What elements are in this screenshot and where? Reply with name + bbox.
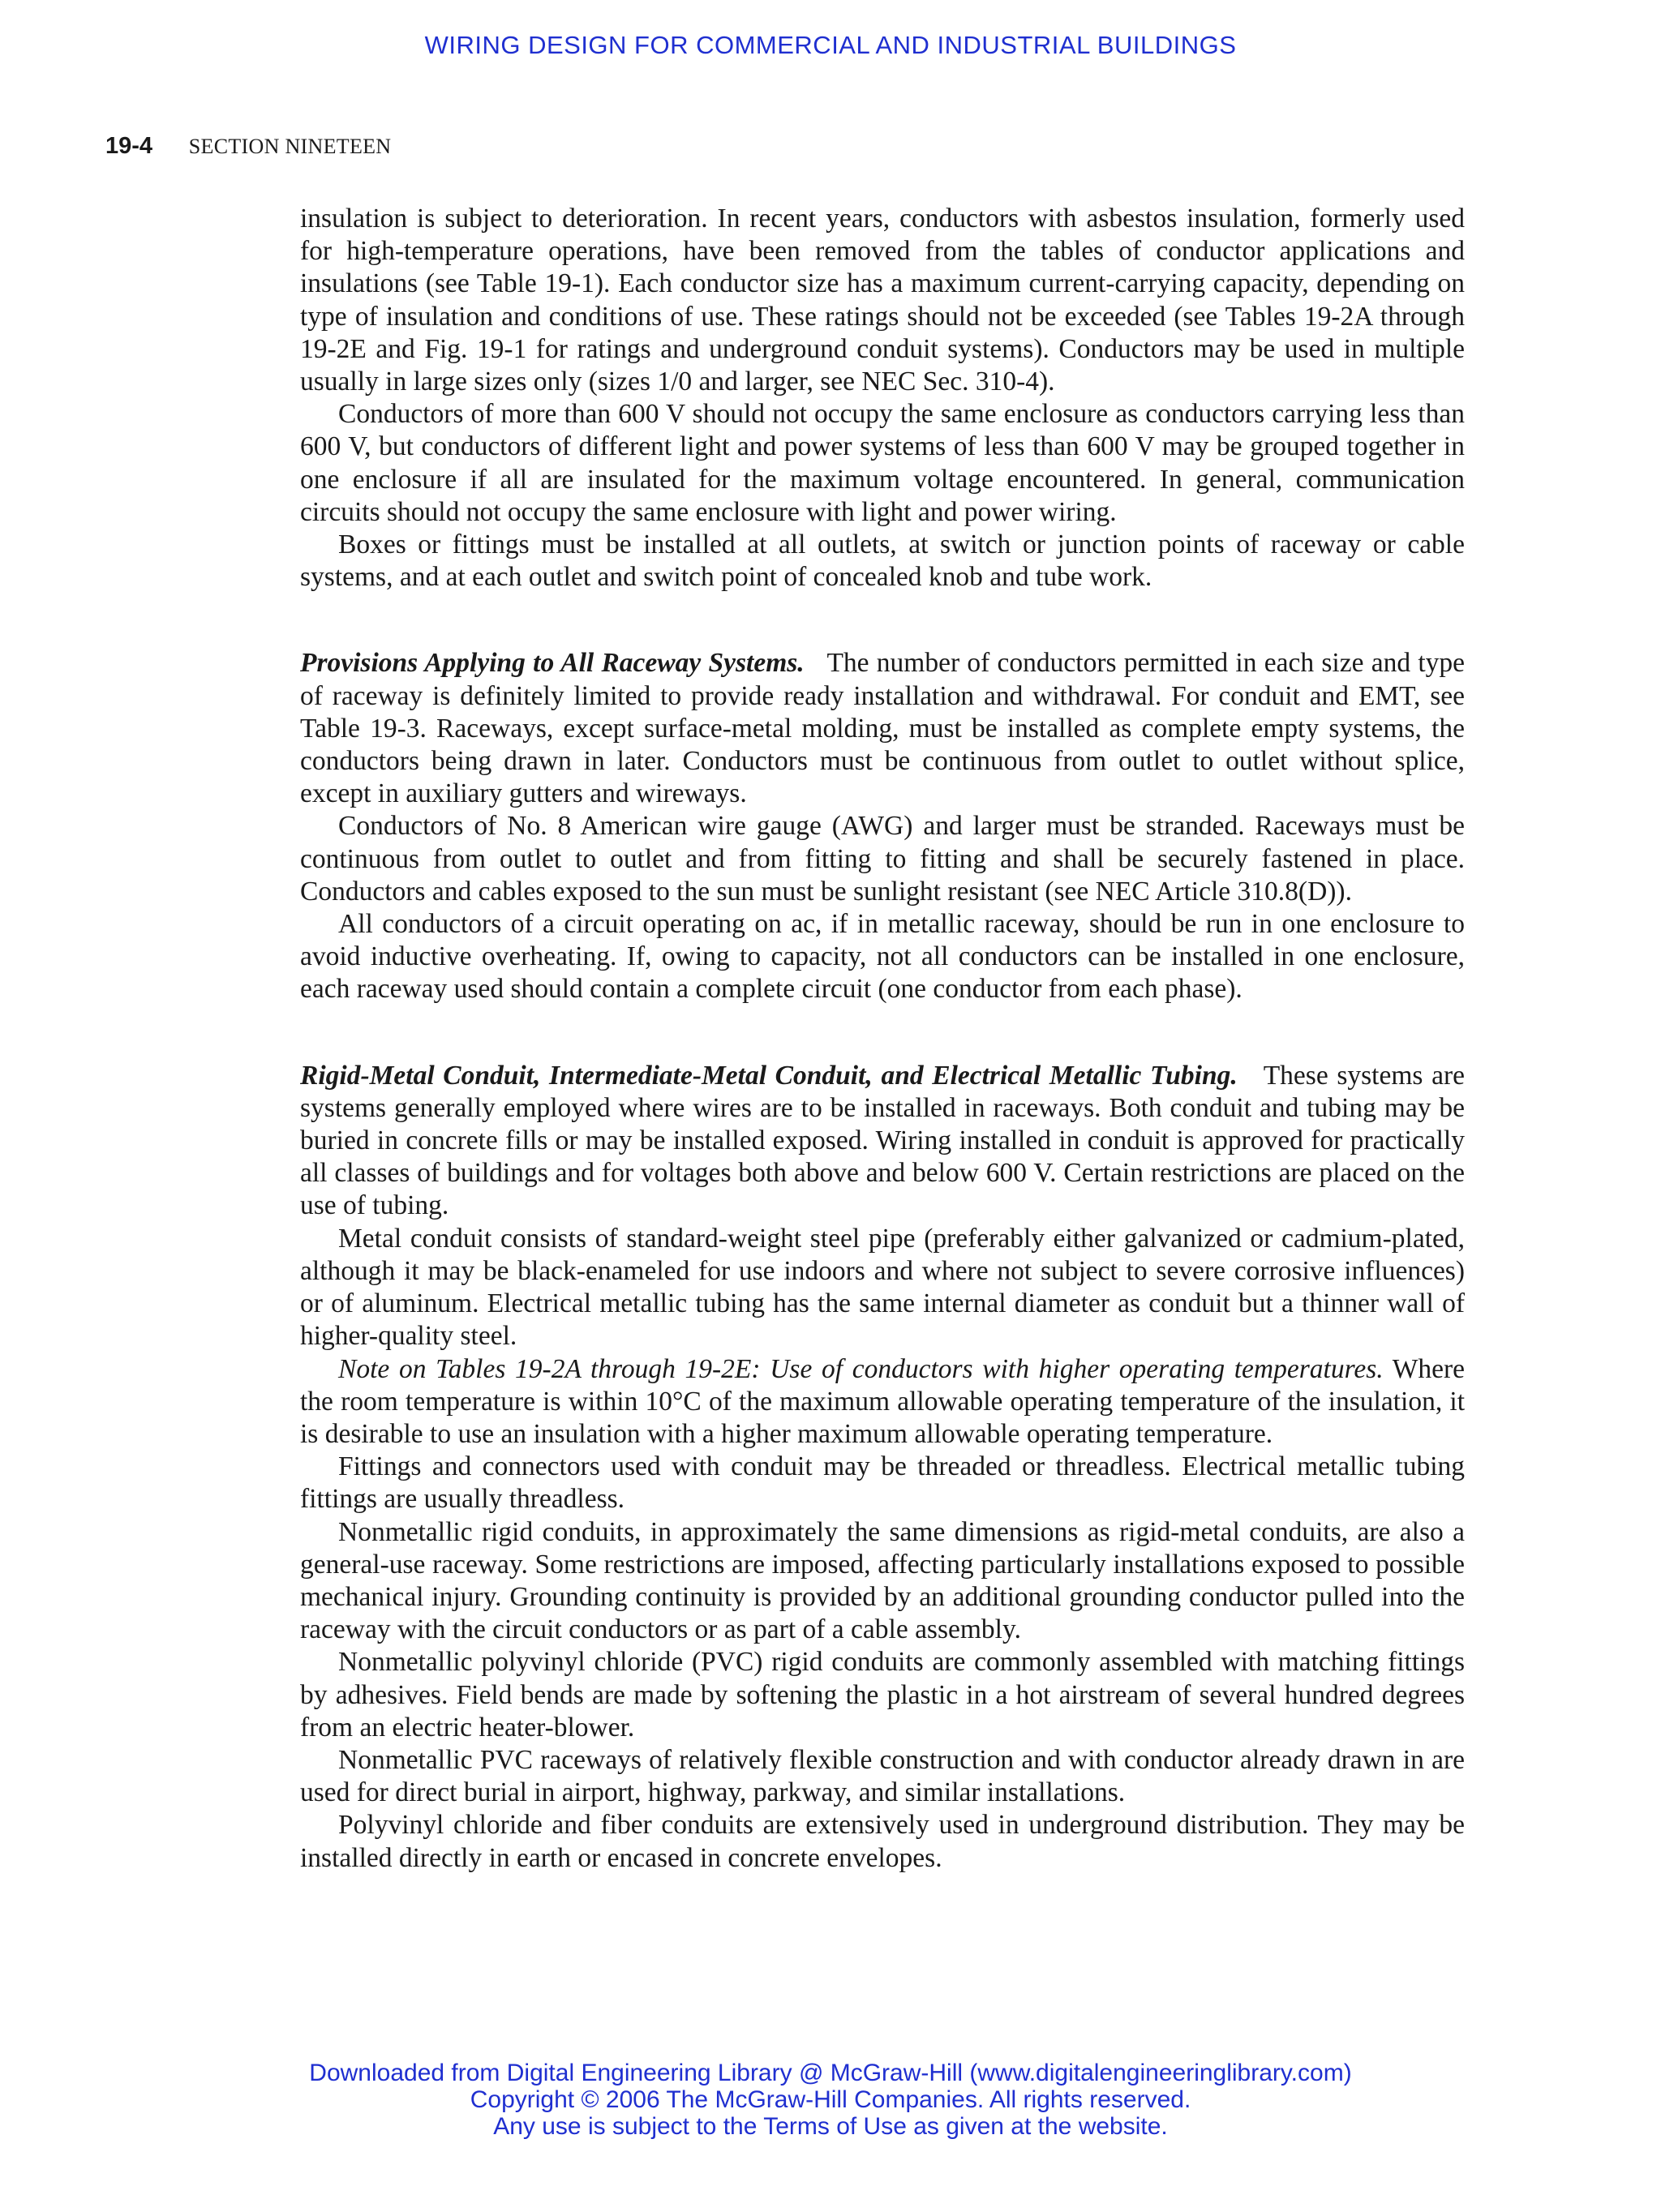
paragraph-8: Metal conduit consists of standard-weight steel pipe (preferably either galvanized or cadmium-plated, although it may be black-enameled for use indoors and where not subject to severe corrosive influences) or of aluminum. Electrical metallic tubing has the same internal diameter as conduit but a thinner wall of higher-quality steel. <box>300 1223 1465 1352</box>
paragraph-7 <box>300 1060 1465 1223</box>
paragraph-11: Nonmetallic rigid conduits, in approximately the same dimensions as rigid-metal conduits, are also a general-use raceway. Some restrictions are imposed, affecting particularly installations exposed to possible mechanical injury. Grounding continuity is provided by an additional grounding conductor pulled into the raceway with the circuit conductors or as part of a cable assembly. <box>300 1516 1465 1645</box>
footer-download-line: Downloaded from Digital Engineering Library @ McGraw-Hill (www.digitalengineeringlibrary.com) <box>309 2060 1352 2086</box>
paragraph-1: insulation is subject to deterioration. In recent years, conductors with asbestos insulation, formerly used for high-temperature operations, have been removed from the tables of conductor applications and insulations (see Table 19-1). Each conductor size has a maximum current-carrying capacity, depending on type of insulation and conditions of use. These ratings should not be exceeded (see Tables 19-2A through 19-2E and Fig. 19-1 for ratings and underground conduit systems). Conductors may be used in multiple usually in large sizes only (sizes 1/0 and larger, see NEC Sec. 310-4). <box>300 204 1465 397</box>
paragraph-7-text: These systems are systems generally employed where wires are to be installed in raceways. Both conduit and tubing may be buried in concrete fills or may be installed exposed. Wiring installed in conduit is approved for practically all classes of buildings and for voltages both above and below 600 V. Certain restrictions are placed on the use of tubing. <box>300 1060 1466 1221</box>
footer-copyright-line: Copyright © 2006 The McGraw-Hill Companies. All rights reserved. <box>470 2086 1191 2113</box>
note-lead: Note on Tables 19-2A through 19-2E: Use of conductors with higher operating temperatures. <box>338 1353 1384 1384</box>
paragraph-4-text: The number of conductors permitted in each size and type of raceway is definitely limited to provide ready installation and withdrawal. For conduit and EMT, see Table 19-3. Raceways, except surface-metal molding, must be installed as complete empty systems, the conductors being drawn in later. Conductors must be continuous from outlet to outlet without splice, except in auxiliary gutters and wireways. <box>300 648 1465 809</box>
paragraph-5: Conductors of No. 8 American wire gauge (AWG) and larger must be stranded. Raceways must be continuous from outlet to outlet and from fitting to fitting and shall be securely fastened in place. Conductors and cables exposed to the sun must be sunlight resistant (see NEC Article 310.8(D)). <box>300 811 1465 907</box>
body-text <box>300 203 1465 1875</box>
paragraph-13: Nonmetallic PVC raceways of relatively flexible construction and with conductor already drawn in are used for direct burial in airport, highway, parkway, and similar installations. <box>300 1744 1465 1808</box>
paragraph-12: Nonmetallic polyvinyl chloride (PVC) rigid conduits are commonly assembled with matching fittings by adhesives. Field bends are made by softening the plastic in a hot airstream of several hundred degrees from an electric heater-blower. <box>300 1647 1465 1743</box>
section-heading-rigid-metal-conduit: Rigid-Metal Conduit, Intermediate-Metal Conduit, and Electrical Metallic Tubing. <box>300 1060 1238 1091</box>
page-number: 19-4 <box>105 133 153 159</box>
paragraph-9-text: Where the room temperature is within 10°C of the maximum allowable operating temperature of the insulation, it is desirable to use an insulation with a higher maximum allowable operating temperature. <box>300 1353 1465 1449</box>
paragraph-9 <box>300 1353 1465 1451</box>
running-head <box>105 133 391 160</box>
paragraph-2: Conductors of more than 600 V should not occupy the same enclosure as conductors carrying less than 600 V, but conductors of different light and power systems of less than 600 V may be grouped together in one enclosure if all are insulated for the maximum voltage encountered. In general, communication circuits should not occupy the same enclosure with light and power wiring. <box>300 399 1465 527</box>
paragraph-14: Polyvinyl chloride and fiber conduits are extensively used in underground distribution. They may be installed directly in earth or encased in concrete envelopes. <box>300 1810 1465 1873</box>
footer-notice <box>0 2060 1661 2140</box>
paragraph-4 <box>300 647 1465 810</box>
top-banner-title: WIRING DESIGN FOR COMMERCIAL AND INDUSTRIAL BUILDINGS <box>424 31 1237 59</box>
section-name: SECTION NINETEEN <box>188 135 392 158</box>
section-heading-raceway-systems: Provisions Applying to All Raceway Systems. <box>300 648 805 679</box>
paragraph-6: All conductors of a circuit operating on ac, if in metallic raceway, should be run in one enclosure to avoid inductive overheating. If, owing to capacity, not all conductors can be installed in one enclosure, each raceway used should contain a complete circuit (one conductor from each phase). <box>300 909 1465 1005</box>
paragraph-3: Boxes or fittings must be installed at all outlets, at switch or junction points of raceway or cable systems, and at each outlet and switch point of concealed knob and tube work. <box>300 529 1465 593</box>
footer-terms-line: Any use is subject to the Terms of Use as given at the website. <box>493 2113 1168 2140</box>
paragraph-10: Fittings and connectors used with conduit may be threaded or threadless. Electrical metallic tubing fittings are usually threadless. <box>300 1451 1465 1515</box>
